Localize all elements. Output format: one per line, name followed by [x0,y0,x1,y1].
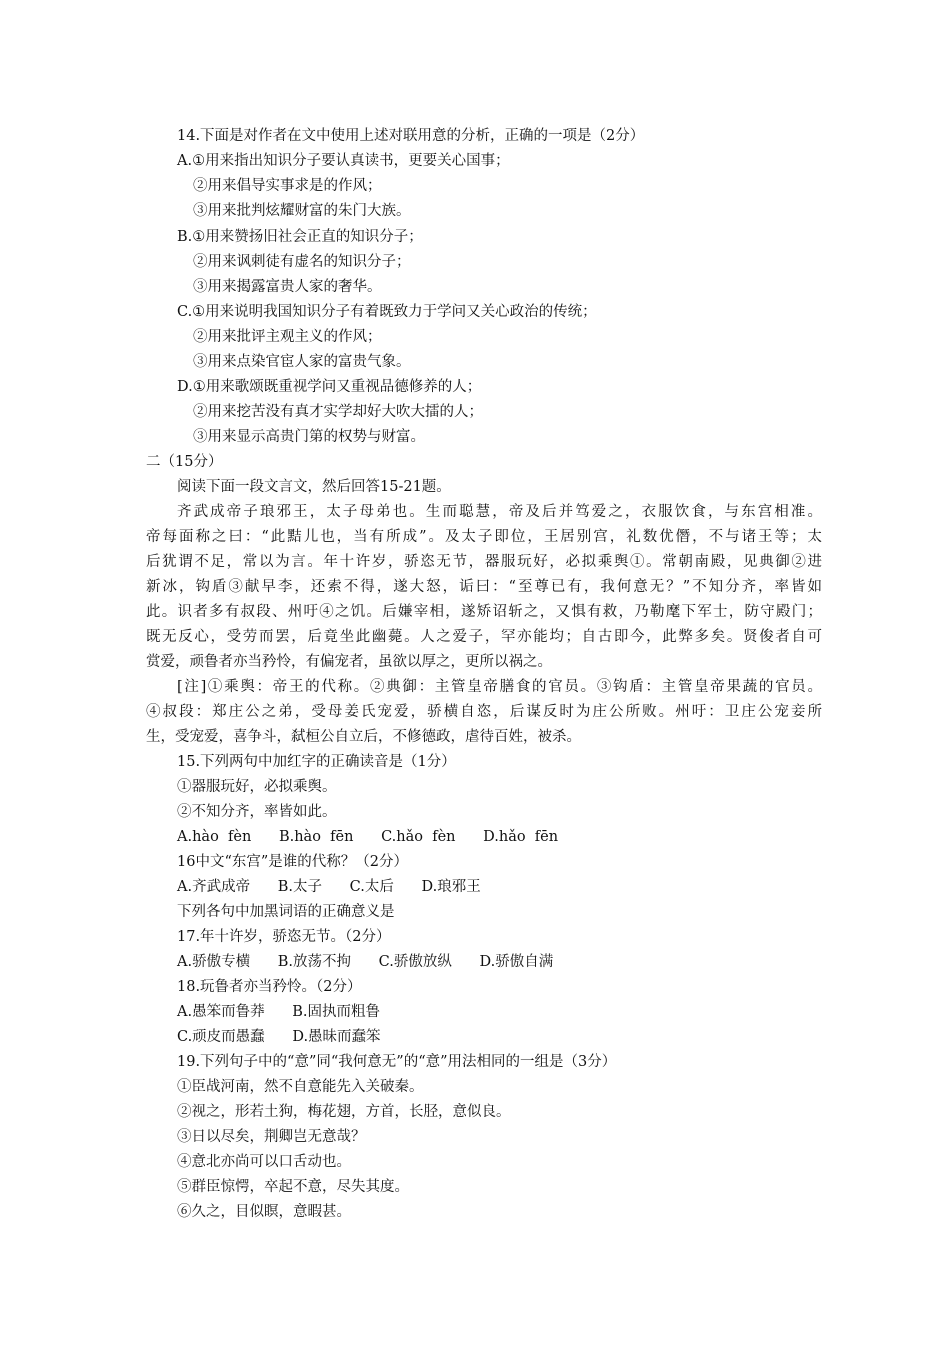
notes-line-2: ④叔段：郑庄公之弟，受母姜氏宠爱，骄横自恣，后谋反时为庄公所败。州吁：卫庄公宠妾所 [146,704,822,720]
q17-stem: 17.年十许岁，骄恣无节。（2分） [177,929,391,945]
passage-line-3: 后犹谓不足，常以为言。年十许岁，骄恣无节，器服玩好，必拟乘舆①。常朝南殿，见典御②进 [146,554,822,570]
notes-line-1: [注]①乘舆：帝王的代称。②典御：主管皇帝膳食的官员。③钩盾：主管皇帝果蔬的官员。 [177,679,822,695]
q17-18-intro: 下列各句中加黑词语的正确意义是 [177,904,395,920]
passage-line-7: 赏爱，顽鲁者亦当矜怜，有偏宠者，虽欲以厚之，更所以祸之。 [146,654,552,670]
q14-option-d-1: D.①用来歌颂既重视学问又重视品德修养的人； [177,379,482,395]
passage-line-5: 此。识者多有叔段、州吁④之饥。后嫌宰相，遂矫诏斩之，又惧有救，乃勒麾下军士，防守殿门； [146,604,822,620]
q14-option-c-1: C.①用来说明我国知识分子有着既致力于学问又关心政治的传统； [177,304,597,320]
q15-sentence-2: ②不知分齐，率皆如此。 [177,804,337,820]
q16-options: A.齐武成帝 B.太子 C.太后 D.琅邪王 [177,879,481,895]
passage-line-2: 帝每面称之曰：“此黠儿也，当有所成”。及太子即位，王居别宫，礼数优僭，不与诸王等；太 [146,529,822,545]
q14-option-c-3: ③用来点染官宦人家的富贵气象。 [193,354,411,370]
q19-item-2: ②视之，形若土狗，梅花翅，方首，长胫，意似良。 [177,1104,511,1120]
q14-option-a-3: ③用来批判炫耀财富的朱门大族。 [193,203,411,219]
q14-stem: 14.下面是对作者在文中使用上述对联用意的分析，正确的一项是（2分） [177,128,645,144]
q19-item-1: ①臣战河南，然不自意能先入关破秦。 [177,1079,424,1095]
notes-line-3: 生，受宠爱，喜争斗，弑桓公自立后，不修德政，虐待百姓，被杀。 [146,729,581,745]
q19-stem: 19.下列句子中的“意”同“我何意无”的“意”用法相同的一组是（3分） [177,1054,617,1070]
q14-option-d-3: ③用来显示高贵门第的权势与财富。 [193,429,425,445]
q14-option-b-1: B.①用来赞扬旧社会正直的知识分子； [177,229,423,245]
q14-option-c-2: ②用来批评主观主义的作风； [193,329,382,345]
q15-options: A.hào fèn B.hào fēn C.hǎo fèn D.hǎo fēn [177,829,559,845]
q15-sentence-1: ①器服玩好，必拟乘舆。 [177,779,337,795]
passage-line-1: 齐武成帝子琅邪王，太子母弟也。生而聪慧，帝及后并笃爱之，衣服饮食，与东宫相准。 [177,504,822,520]
q14-option-b-2: ②用来讽刺徒有虚名的知识分子； [193,254,411,270]
q15-stem: 15.下列两句中加红字的正确读音是（1分） [177,754,456,770]
q18-options-row-2: C.顽皮而愚蠢 D.愚昧而蠢笨 [177,1029,381,1045]
section2-intro: 阅读下面一段文言文，然后回答15-21题。 [177,479,451,495]
q18-options-row-1: A.愚笨而鲁莽 B.固执而粗鲁 [177,1004,380,1020]
q14-option-a-1: A.①用来指出知识分子要认真读书，更要关心国事； [177,153,510,169]
q14-option-b-3: ③用来揭露富贵人家的奢华。 [193,279,382,295]
passage-line-6: 既无反心，受劳而罢，后竟坐此幽薨。人之爱子，罕亦能均；自古即今，此弊多矣。贤俊者自可 [146,629,822,645]
passage-line-4: 新冰，钩盾③献早李，还索不得，遂大怒，诟曰：“至尊已有，我何意无？”不知分齐，率皆如 [146,579,822,595]
section2-heading: 二（15分） [146,454,223,470]
q19-item-6: ⑥久之，目似瞑，意暇甚。 [177,1204,351,1220]
q19-item-3: ③日以尽矣，荆卿岂无意哉？ [177,1129,366,1145]
q19-item-5: ⑤群臣惊愕，卒起不意，尽失其度。 [177,1179,409,1195]
q18-stem: 18.玩鲁者亦当矜怜。（2分） [177,979,362,995]
q14-option-d-2: ②用来挖苦没有真才实学却好大吹大擂的人； [193,404,483,420]
q19-item-4: ④意北亦尚可以口舌动也。 [177,1154,351,1170]
q16-stem: 16中文“东宫”是谁的代称？（2分） [177,854,409,870]
q14-option-a-2: ②用来倡导实事求是的作风； [193,178,382,194]
q17-options: A.骄傲专横 B.放荡不拘 C.骄傲放纵 D.骄傲自满 [177,954,554,970]
